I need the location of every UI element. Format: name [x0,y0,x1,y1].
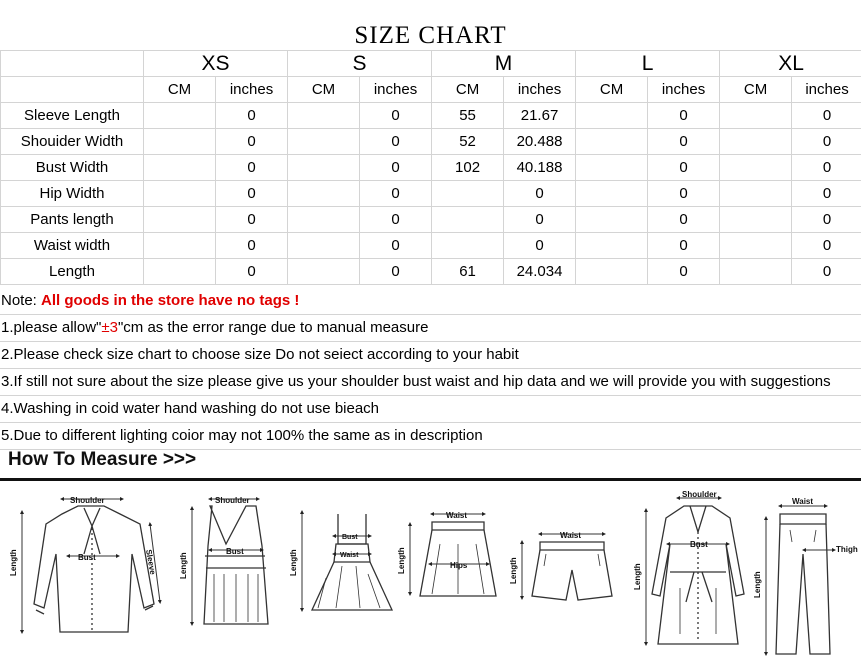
table-cell: 55 [432,103,504,129]
fig-label-bust: Bust [226,547,244,556]
table-cell: 0 [216,103,288,129]
fig-label-length: Length [633,563,642,590]
fig-label-bust: Bust [690,540,708,549]
unit-cm: CM [288,77,360,103]
unit-cm: CM [144,77,216,103]
table-cell [288,207,360,233]
unit-header-row [1,77,861,103]
blouse-diagram [34,506,154,632]
table-cell [576,155,648,181]
table-cell [144,259,216,285]
table-cell: 0 [504,233,576,259]
table-cell: 102 [432,155,504,181]
size-chart-title: SIZE CHART [354,22,507,49]
table-cell: 0 [792,181,861,207]
table-cell [576,233,648,259]
table-cell: 0 [648,259,720,285]
fig-label-length: Length [289,549,298,576]
table-cell: 40.188 [504,155,576,181]
fig-label-sleeve: Sleeve [144,548,158,576]
note-highlight: All goods in the store have no tags ! [41,292,300,309]
instruction-line-3: 3.If still not sure about the size please give us your shoulder bust waist and hip data and we will provide you with suggestions [0,369,861,396]
how-to-measure-heading: How To Measure >>> [8,449,197,470]
table-cell [576,181,648,207]
fig-label-waist: Waist [446,511,468,520]
table-cell [144,103,216,129]
table-cell: 0 [792,103,861,129]
unit-inches: inches [648,77,720,103]
note-prefix: Note: [1,292,37,309]
row-label: Hip Width [1,181,144,207]
size-header-l: L [576,51,720,77]
fig-label-length: Length [397,547,406,574]
unit-inches: inches [360,77,432,103]
table-cell [720,233,792,259]
row-label: Shouider Width [1,129,144,155]
table-cell [576,207,648,233]
table-cell: 0 [360,103,432,129]
table-cell [576,103,648,129]
size-header-row [1,51,861,77]
table-cell [576,259,648,285]
table-cell [144,207,216,233]
table-cell: 0 [504,207,576,233]
corner-cell [1,77,144,103]
fig-label-shoulder: Shoulder [682,490,717,499]
instruction-text: "cm as the error range due to manual measure [117,319,429,336]
heading-divider [0,478,861,481]
fig-label-shoulder: Shoulder [215,496,250,505]
fig-label-waist: Waist [560,531,582,540]
table-cell: 0 [648,181,720,207]
fig-label-bust: Bust [342,534,358,541]
table-cell [720,259,792,285]
table-cell [144,181,216,207]
fig-label-length: Length [9,549,18,576]
size-header-xs: XS [144,51,288,77]
instruction-text: 1.pleas‌e allow" [1,319,102,336]
instruction-line-2: 2.Please check size chart to choose size Do not seiect according to your habit [0,342,861,369]
unit-cm: CM [720,77,792,103]
fig-label-bust: Bust [78,553,96,562]
table-cell: 0 [360,207,432,233]
pants-diagram [776,514,830,654]
table-cell [288,129,360,155]
table-cell: 0 [648,207,720,233]
table-row [1,155,861,181]
table-cell: 0 [216,181,288,207]
table-cell [432,233,504,259]
table-cell: 0 [792,207,861,233]
table-cell: 0 [792,129,861,155]
table-cell: 0 [216,259,288,285]
table-cell [576,129,648,155]
unit-inches: inches [216,77,288,103]
table-row [1,129,861,155]
table-cell: 0 [792,259,861,285]
table-row [1,103,861,129]
table-row [1,233,861,259]
table-cell: 0 [648,129,720,155]
table-cell: 61 [432,259,504,285]
unit-cm: CM [432,77,504,103]
table-cell: 0 [360,181,432,207]
table-cell: 52 [432,129,504,155]
instruction-line-4: 4.Washing in coid water hand washing do not use bieach [0,396,861,423]
table-cell: 0 [648,103,720,129]
coat-diagram [652,506,744,644]
fig-label-waist: Waist [340,552,359,559]
table-cell: 0 [792,155,861,181]
fig-label-waist: Waist [792,497,814,506]
table-cell [288,103,360,129]
unit-inches: inches [504,77,576,103]
row-label: Length [1,259,144,285]
row-label: Sleeve Length [1,103,144,129]
table-cell: 0 [360,129,432,155]
table-cell: 0 [504,181,576,207]
tank-top-diagram [204,506,268,624]
table-cell [288,259,360,285]
fig-label-thigh: Thigh [836,545,858,554]
table-cell [288,155,360,181]
note-line [0,288,861,315]
tolerance-value: ±3 [101,319,118,336]
table-cell: 21.67 [504,103,576,129]
table-cell [432,207,504,233]
table-cell [432,181,504,207]
row-label: Pants length [1,207,144,233]
size-chart-table [0,50,861,285]
instruction-line-1 [0,315,861,342]
table-cell [288,233,360,259]
table-row [1,259,861,285]
shorts-diagram [532,542,612,600]
table-cell [720,103,792,129]
fig-label-length: Length [509,557,518,584]
table-cell: 24.034 [504,259,576,285]
measurement-diagrams [0,484,861,670]
table-cell: 0 [360,259,432,285]
instruction-line-5: 5.Due to different lighting coior may not 100% the same as in description [0,423,861,450]
size-header-m: M [432,51,576,77]
unit-inches: inches [792,77,861,103]
fig-label-length: Length [753,571,762,598]
table-cell: 20.488 [504,129,576,155]
table-cell [144,155,216,181]
table-cell [144,129,216,155]
fig-label-hips: Hips [450,561,468,570]
dress-diagram [312,514,392,610]
notes-section [0,288,861,450]
table-cell [720,129,792,155]
table-cell: 0 [648,155,720,181]
table-cell: 0 [216,129,288,155]
table-cell [720,207,792,233]
table-cell: 0 [216,233,288,259]
row-label: Waist width [1,233,144,259]
table-cell [720,155,792,181]
row-label: Bust Width [1,155,144,181]
table-row [1,207,861,233]
unit-cm: CM [576,77,648,103]
fig-label-length: Length [179,552,188,579]
table-cell: 0 [216,207,288,233]
size-header-s: S [288,51,432,77]
corner-cell [1,51,144,77]
fig-label-shoulder: Shoulder [70,496,105,505]
table-cell: 0 [360,233,432,259]
table-cell: 0 [216,155,288,181]
table-cell: 0 [792,233,861,259]
skirt-diagram [420,522,496,596]
table-row [1,181,861,207]
table-cell [720,181,792,207]
table-cell [144,233,216,259]
size-header-xl: XL [720,51,861,77]
table-cell [288,181,360,207]
table-cell: 0 [360,155,432,181]
table-cell: 0 [648,233,720,259]
